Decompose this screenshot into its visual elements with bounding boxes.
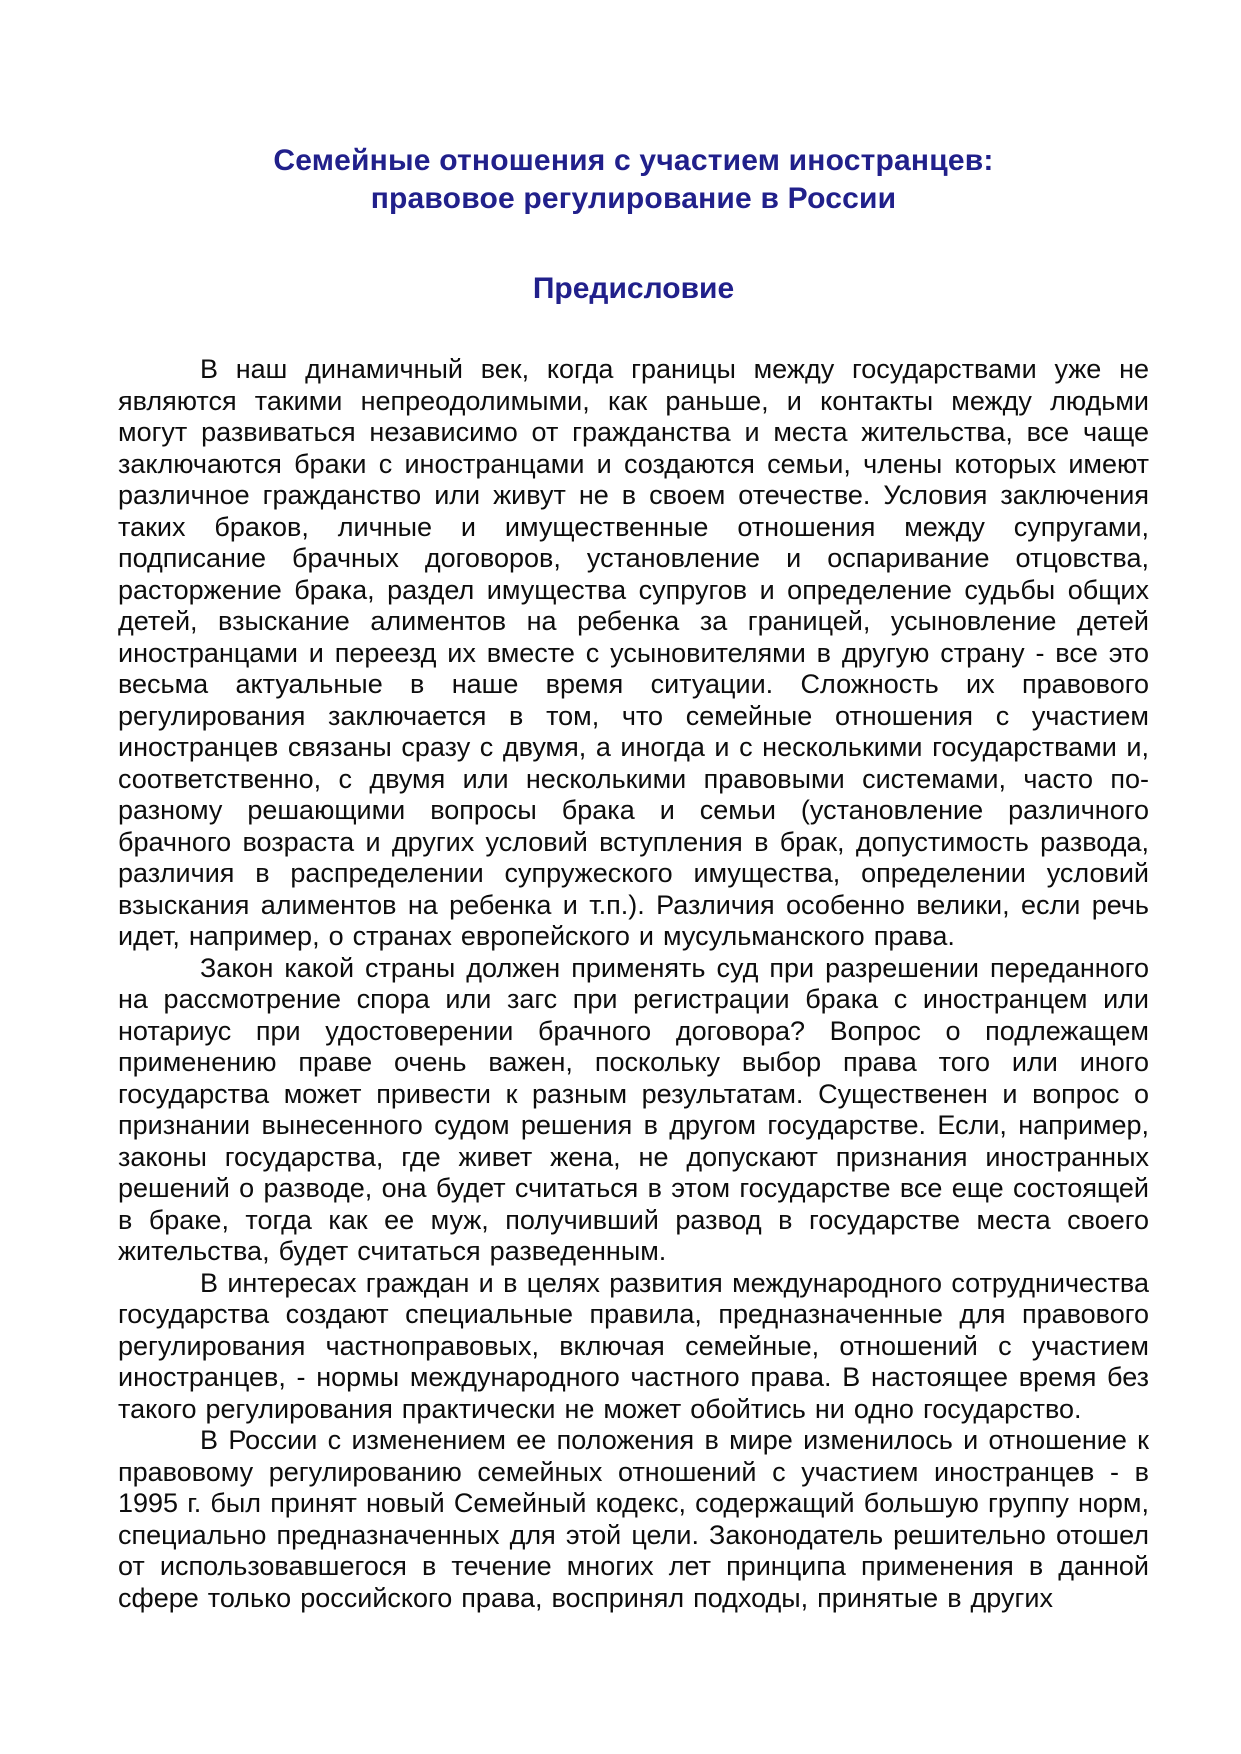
document-title-line2: правовое регулирование в России <box>370 182 897 215</box>
text-block <box>0 142 1241 1614</box>
document-title <box>118 142 1149 218</box>
body-paragraph-3: В интересах граждан и в целях развития международного сотрудничества государства создают специальные правила, предназначенные для правового регулирования частноправовых, включая семейные, отношений с участием иностранцев, - нормы международного частного права. В настоящее время без такого регулирования практически не может обойтись ни одно государство. <box>118 1267 1149 1424</box>
preface-heading: Предисловие <box>532 272 735 305</box>
document-body <box>118 354 1149 1614</box>
body-paragraph-2: Закон какой страны должен применять суд при разрешении переданного на рассмотрение спора или загс при регистрации брака с иностранцем или нотариус при удостоверении брачного договора? Вопрос о подлежащем применению праве очень важен, поскольку выбор права того или иного государства может привести к разным результатам. Существенен и вопрос о признании вынесенного судом решения в другом государстве. Если, например, законы государства, где живет жена, не допускают признания иностранных решений о разводе, она будет считаться в этом государстве все еще состоящей в браке, тогда как ее муж, получивший развод в государстве места своего жительства, будет считаться разведенным. <box>118 952 1149 1266</box>
body-paragraph-1: В наш динамичный век, когда границы между государствами уже не являются такими непреодолимыми, как раньше, и контакты между людьми могут развиваться независимо от гражданства и места жительства, все чаще заключаются браки с иностранцами и создаются семьи, члены которых имеют различное гражданство или живут не в своем отечестве. Условия заключения таких браков, личные и имущественные отношения между супругами, подписание брачных договоров, установление и оспаривание отцовства, расторжение брака, раздел имущества супругов и определение судьбы общих детей, взыскание алиментов на ребенка за границей, усыновление детей иностранцами и переезд их вместе с усыновителями в другую страну - все это весьма актуальные в наше время ситуации. Сложность их правового регулирования заключается в том, что семейные отношения с участием иностранцев связаны сразу с двумя, а иногда и с несколькими государствами и, соответственно, с двумя или несколькими правовыми системами, часто по-разному решающими вопросы брака и семьи (установление различного брачного возраста и других условий вступления в брак, допустимость развода, различия в распределении супружеского имущества, определении условий взыскания алиментов на ребенка и т.п.). Различия особенно велики, если речь идет, например, о странах европейского и мусульманского права. <box>118 354 1149 951</box>
body-paragraph-4: В России с изменением ее положения в мире изменилось и отношение к правовому регулированию семейных отношений с участием иностранцев - в 1995 г. был принят новый Семейный кодекс, содержащий большую группу норм, специально предназначенных для этой цели. Законодатель решительно отошел от использовавшегося в течение многих лет принципа применения в данной сфере только российского права, воспринял подходы, принятые в других <box>118 1425 1149 1613</box>
document-title-line1: Семейные отношения с участием иностранцев: <box>273 144 994 177</box>
